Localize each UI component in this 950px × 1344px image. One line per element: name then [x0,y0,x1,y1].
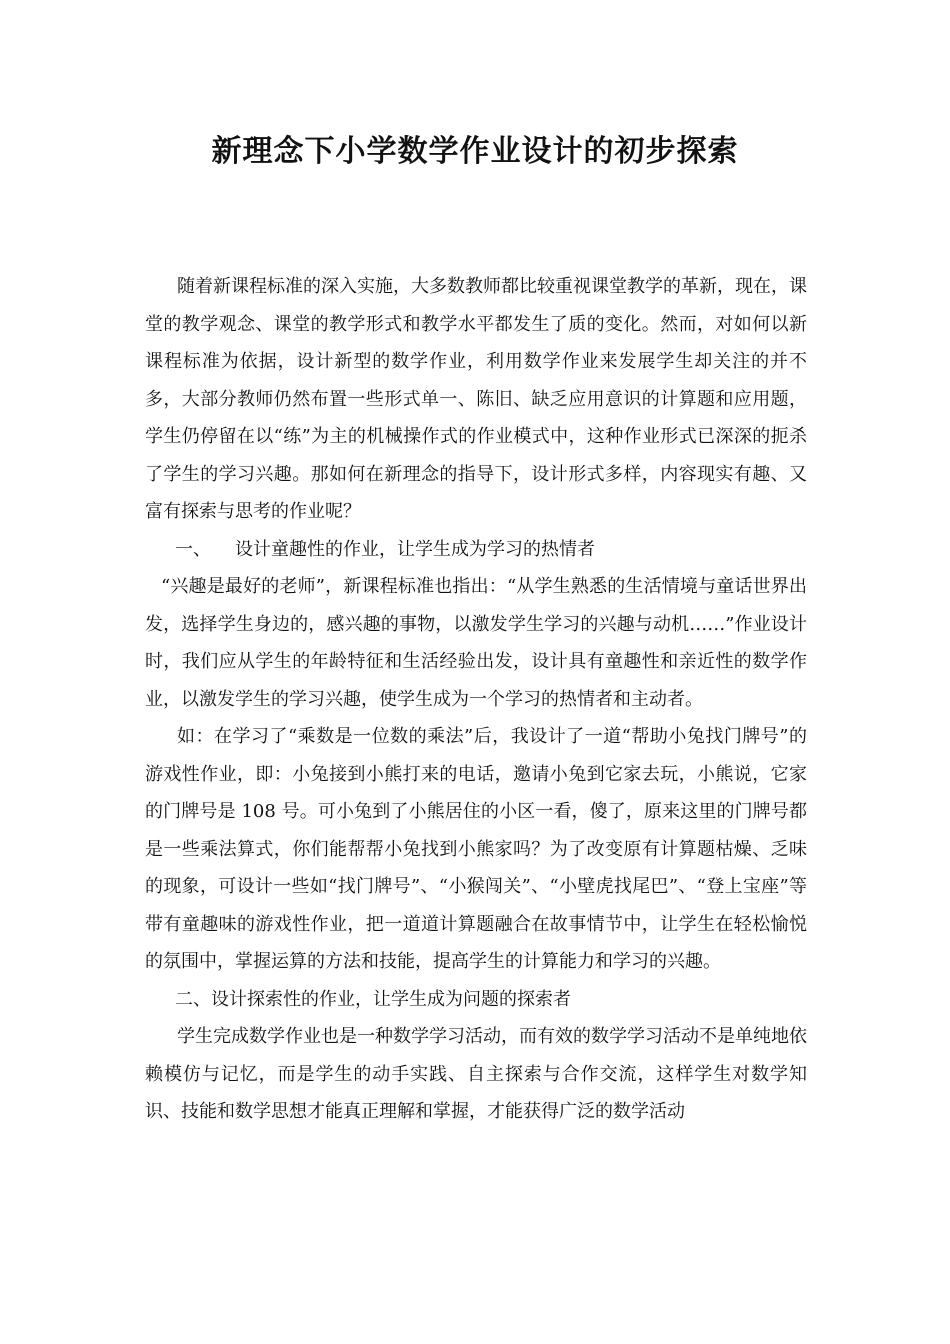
paragraph-exploration: 学生完成数学作业也是一种数学学习活动，而有效的数学学习活动不是单纯地依赖模仿与记忆，而是学生的动手实践、自主探索与合作交流，这样学生对数学知识、技能和数学思想才能真正理解和掌握，才能获得广泛的数学活动 [145,1026,807,1122]
document-title: 新理念下小学数学作业设计的初步探索 [211,134,739,169]
paragraph-intro: 随着新课程标准的深入实施，大多数教师都比较重视课堂教学的革新，现在，课堂的教学观念、课堂的教学形式和教学水平都发生了质的变化。然而，对如何以新课程标准为依据，设计新型的数学作业，利用数学作业来发展学生却关注的并不多，大部分教师仍然布置一些形式单一、陈旧、缺乏应用意识的计算题和应用题，学生仍停留在以“练”为主的机械操作式的作业模式中，这种作业形式已深深的扼杀了学生的学习兴趣。那如何在新理念的指导下，设计形式多样，内容现实有趣、又富有探索与思考的作业呢？ [145,276,807,522]
section-heading-2: 二、设计探索性的作业，让学生成为问题的探索者 [175,988,571,1010]
paragraph-example: 如：在学习了“乘数是一位数的乘法”后，我设计了一道“帮助小兔找门牌号”的游戏性作业，即：小兔接到小熊打来的电话，邀请小兔到它家去玩，小熊说，它家的门牌号是 108 号。可小兔到了小熊居住的小区一看，傻了，原来这里的门牌号都是一些乘法算式，你们能帮帮小兔找到小熊家吗？为了改变原有计算题枯燥、乏味的现象，可设计一些如“找门牌号”、“小猴闯关”、“小壁虎找尾巴”、“登上宝座”等带有童趣味的游戏性作业，把一道道计算题融合在故事情节中，让学生在轻松愉悦的氛围中，掌握运算的方法和技能，提高学生的计算能力和学习的兴趣。 [145,726,807,972]
section-heading-1-text: 设计童趣性的作业，让学生成为学习的热情者 [235,538,595,560]
section-heading-1 [145,531,807,569]
paragraph-interest: “兴趣是最好的老师”，新课程标准也指出：“从学生熟悉的生活情境与童话世界出发，选择学生身边的，感兴趣的事物，以激发学生学习的兴趣与动机……”作业设计时，我们应从学生的年龄特征和生活经验出发，设计具有童趣性和亲近性的数学作业，以激发学生的学习兴趣，使学生成为一个学习的热情者和主动者。 [145,576,807,710]
section-heading-1-number: 一、 [175,538,211,560]
document-body [145,268,807,1131]
